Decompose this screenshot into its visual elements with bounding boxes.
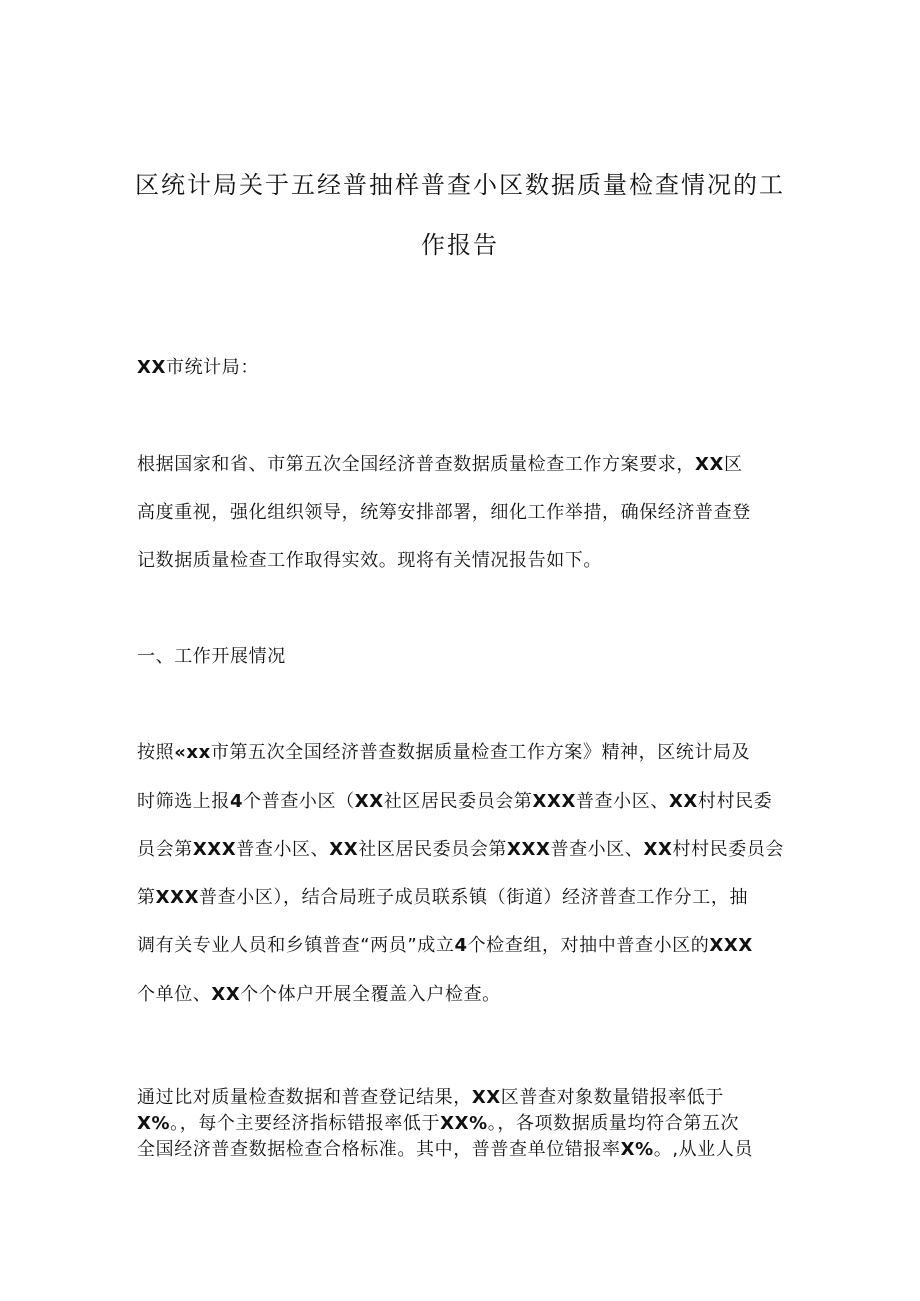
text-run: 按照	[137, 742, 175, 763]
para1-line-2	[137, 500, 797, 526]
text-run: 全国经济普查数据检查合格标准。其中，普普查单位错报率	[137, 1139, 621, 1160]
salutation-org: XX	[137, 357, 166, 378]
text-run: 员会第	[137, 839, 193, 860]
text-run-bold: «xx	[174, 742, 211, 763]
text-run-bold: XX%	[440, 1113, 488, 1134]
text-run: 。,从业人员	[653, 1139, 754, 1160]
para1-line-3	[137, 548, 797, 574]
text-run-bold: XX	[471, 1087, 501, 1108]
text-run-bold: XX	[329, 839, 359, 860]
text-run-bold: XXX	[507, 839, 551, 860]
text-run: 通过比对质量检查数据和普查登记结果，	[137, 1087, 472, 1108]
text-run-bold: XX	[211, 984, 241, 1005]
text-run: 。，每个主要经济指标错报率低于	[170, 1113, 441, 1134]
document-title-line-2: 作报告	[421, 231, 499, 259]
text-run: 市第五次全国经济普查数据质量检查工作方案》精神，区统计局及	[210, 742, 751, 763]
text-run-bold: XXX	[192, 839, 237, 860]
text-run-bold: X%	[620, 1139, 654, 1160]
para3-line-1	[137, 1085, 797, 1111]
text-run: 。，各项数据质量均符合第五次	[487, 1113, 740, 1134]
text-run: 村村民委员会	[672, 839, 785, 860]
text-run: 社区居民委员会第	[383, 791, 533, 812]
text-run-bold: XXX	[155, 887, 200, 908]
text-run: 普查小区、	[575, 791, 669, 812]
document-title-line-1: 区统计局关于五经普抽样普查小区数据质量检查情况的工	[135, 171, 785, 199]
text-run: 村村民委	[697, 791, 773, 812]
para2-line-5	[137, 933, 797, 959]
para2-line-6	[137, 982, 797, 1008]
text-run: 个个体户开展全覆盖入户检查。	[240, 984, 501, 1005]
text-run: 根据国家和省、市第五次全国经济普查数据质量检查工作方案要求，	[137, 454, 695, 475]
text-run-bold: XXX	[709, 935, 753, 956]
text-run: 社区居民委员会第	[358, 839, 508, 860]
text-run-bold: 4	[230, 791, 244, 812]
text-run: 普查小区），结合局班子成员联系镇（街道）经济普查工作分工，抽	[199, 887, 749, 908]
text-run: 调有关专业人员和乡镇普查“两员”成立	[137, 935, 455, 956]
text-run: 个普查小区（	[243, 791, 355, 812]
text-run: 普查小区、	[550, 839, 644, 860]
text-run: 区	[723, 454, 743, 475]
text-run: 时筛选上报	[137, 791, 230, 812]
text-run-bold: XXX	[532, 791, 576, 812]
para1-line-1	[137, 452, 797, 478]
text-run: 记数据质量检查工作取得实效。现将有关情况报告如下。	[137, 550, 602, 571]
salutation-text: 市统计局：	[165, 357, 259, 378]
text-run: 个单位、	[137, 984, 212, 1005]
para2-line-3	[137, 837, 797, 863]
text-run-bold: X%	[137, 1113, 171, 1134]
text-run: 个检查组，对抽中普查小区的	[467, 935, 710, 956]
para2-line-1	[137, 740, 797, 766]
text-run-bold: XX	[668, 791, 698, 812]
para2-line-2	[137, 789, 797, 815]
para3-line-2	[137, 1111, 797, 1137]
text-run-bold: XX	[643, 839, 673, 860]
text-run: 区普查对象数量错报率低于	[500, 1087, 724, 1108]
text-run: 第	[137, 887, 156, 908]
para3-line-3	[137, 1137, 797, 1163]
text-run: 高度重视，强化组织领导，统筹安排部署，细化工作举措，确保经济普查登	[137, 502, 751, 523]
text-run-bold: XX	[695, 454, 724, 475]
text-run-bold: XX	[354, 791, 384, 812]
section-heading: 一、工作开展情况	[137, 646, 286, 667]
para2-line-4	[137, 885, 797, 911]
text-run-bold: 4	[454, 935, 468, 956]
text-run: 普查小区、	[236, 839, 330, 860]
salutation	[137, 355, 797, 381]
